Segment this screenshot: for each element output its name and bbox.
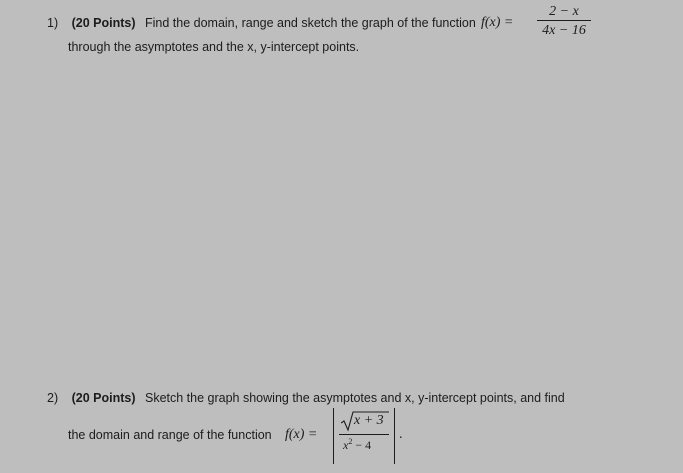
q2-abs-bar-right (394, 408, 395, 464)
q1-numerator: 2 − x (549, 4, 579, 19)
q2-den-exp: 2 (348, 437, 353, 446)
q2-line-2 (68, 427, 272, 443)
q1-points: (20 Points) (71, 16, 136, 30)
q1-fraction (537, 3, 591, 41)
q2-fraction-bar (339, 434, 389, 435)
q1-line-1 (47, 15, 476, 31)
q1-func-label: f(x) = (481, 15, 514, 30)
q2-text-1: Sketch the graph showing the asymptotes and x, y-intercept points, and find (145, 391, 565, 405)
q2-radicand: x + 3 (354, 413, 384, 428)
q1-denominator: 4x − 16 (542, 23, 586, 38)
q2-points: (20 Points) (71, 391, 136, 405)
q2-sqrt (341, 410, 389, 432)
q1-text-1: Find the domain, range and sketch the graph of the function (145, 16, 476, 30)
q2-func-label: f(x) = (285, 427, 318, 442)
q2-denominator (343, 437, 371, 453)
q2-den-base: x (343, 438, 349, 452)
q1-number: 1) (47, 16, 59, 30)
q1-function-lhs (481, 15, 513, 31)
q2-function-lhs (285, 427, 317, 443)
q2-den-rest: − 4 (352, 438, 372, 452)
q2-trailing-period: . (399, 427, 403, 442)
q2-text-2: the domain and range of the function (68, 428, 272, 442)
q2-abs-bar-left (333, 408, 334, 464)
q2-number: 2) (47, 391, 59, 405)
q2-line-1 (47, 390, 565, 406)
q1-line-2: through the asymptotes and the x, y-intercept points. (68, 40, 360, 54)
